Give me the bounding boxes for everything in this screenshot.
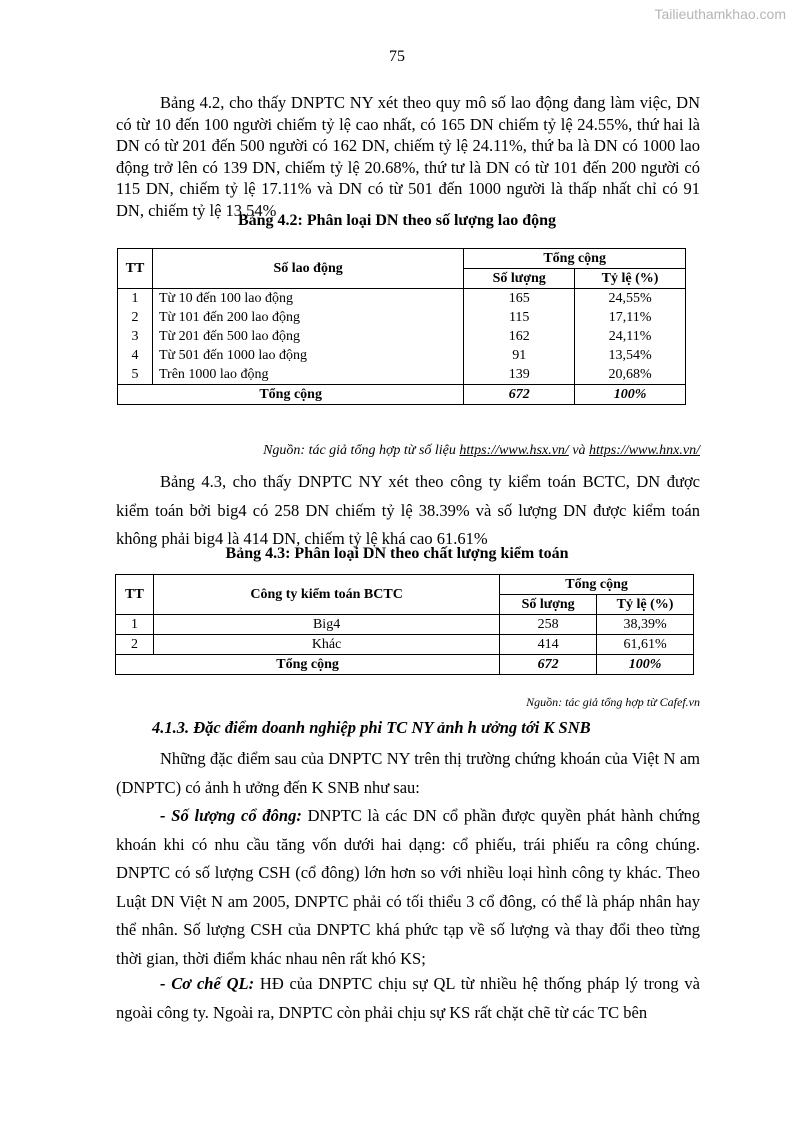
table-row bbox=[118, 365, 686, 385]
paragraph-5-body: HĐ của DNPTC chịu sự QL từ nhiều hệ thống pháp lý trong và ngoài công ty. Ngoài ra, DNPTC còn phải chịu sự KS rất chặt chẽ từ các TC bên bbox=[116, 974, 700, 1022]
total-count: 672 bbox=[464, 385, 575, 405]
table-row bbox=[118, 346, 686, 365]
table-header-ratio: Tỷ lệ (%) bbox=[597, 595, 694, 615]
cell-label: Từ 501 đến 1000 lao động bbox=[152, 346, 463, 365]
table-row bbox=[116, 635, 694, 655]
table-4-3-caption: Bảng 4.3: Phân loại DN theo chất lượng kiểm toán bbox=[225, 545, 569, 562]
table-4-3-source: Nguồn: tác giả tổng hợp từ Cafef.vn bbox=[526, 695, 700, 709]
source-link-hnx[interactable]: https://www.hnx.vn/ bbox=[589, 443, 700, 458]
source-prefix: Nguồn: tác giả tổng hợp từ số liệu bbox=[263, 443, 460, 458]
cell-ratio: 38,39% bbox=[597, 615, 694, 635]
table-total-row bbox=[116, 655, 694, 675]
table-total-row bbox=[118, 385, 686, 405]
paragraph-2: Bảng 4.3, cho thấy DNPTC NY xét theo công ty kiểm toán BCTC, DN được kiểm toán bởi big4 có 258 DN chiếm tỷ lệ 38.39% và số lượng DN được kiểm toán không phải big4 là 414 DN, chiếm tỷ lệ khá cao 61.61% bbox=[116, 472, 700, 548]
page-number: 75 bbox=[389, 48, 405, 65]
paragraph-4 bbox=[116, 802, 700, 973]
cell-count: 165 bbox=[464, 289, 575, 309]
cell-label: Khác bbox=[153, 635, 499, 655]
table-header-group: Tổng cộng bbox=[500, 575, 694, 595]
section-heading: 4.1.3. Đặc điểm doanh nghiệp phi TC NY ảnh h ưởng tới K SNB bbox=[152, 718, 591, 737]
cell-ratio: 24,11% bbox=[575, 327, 686, 346]
source-link-hsx[interactable]: https://www.hsx.vn/ bbox=[459, 443, 569, 458]
total-label: Tổng cộng bbox=[118, 385, 464, 405]
table-row bbox=[116, 615, 694, 635]
cell-label: Từ 101 đến 200 lao động bbox=[152, 308, 463, 327]
cell-label: Trên 1000 lao động bbox=[152, 365, 463, 385]
table-header-label: Số lao động bbox=[152, 249, 463, 289]
cell-count: 162 bbox=[464, 327, 575, 346]
cell-ratio: 24,55% bbox=[575, 289, 686, 309]
cell-tt: 2 bbox=[118, 308, 153, 327]
table-header-label: Công ty kiểm toán BCTC bbox=[153, 575, 499, 615]
cell-label: Từ 201 đến 500 lao động bbox=[152, 327, 463, 346]
cell-label: Big4 bbox=[153, 615, 499, 635]
table-header-count: Số lượng bbox=[464, 269, 575, 289]
cell-tt: 1 bbox=[118, 289, 153, 309]
cell-tt: 4 bbox=[118, 346, 153, 365]
table-header-tt: TT bbox=[116, 575, 154, 615]
cell-count: 414 bbox=[500, 635, 597, 655]
paragraph-4-lead: - Số lượng cổ đông: bbox=[160, 806, 302, 825]
cell-count: 91 bbox=[464, 346, 575, 365]
paragraph-5-lead: - Cơ chế QL: bbox=[160, 974, 255, 993]
paragraph-5 bbox=[116, 970, 700, 1027]
watermark: Tailieuthamkhao.com bbox=[654, 6, 786, 22]
table-4-2-source bbox=[263, 443, 700, 459]
table-header-tt: TT bbox=[118, 249, 153, 289]
cell-count: 115 bbox=[464, 308, 575, 327]
source-and: và bbox=[568, 443, 590, 458]
cell-ratio: 17,11% bbox=[575, 308, 686, 327]
total-count: 672 bbox=[500, 655, 597, 675]
cell-count: 139 bbox=[464, 365, 575, 385]
cell-ratio: 61,61% bbox=[597, 635, 694, 655]
paragraph-1: Bảng 4.2, cho thấy DNPTC NY xét theo quy mô số lao động đang làm việc, DN có từ 10 đến 100 người chiếm tỷ lệ cao nhất, có 165 DN chiếm tỷ lệ 24.55%, thứ hai là DN có từ 201 đến 500 người có 162 DN, chiếm tỷ lệ 24.11%, thứ ba là DN có 1000 lao động trở lên có 139 DN, chiếm tỷ lệ 20.68%, thứ tư là DN có từ 101 đến 200 người có 115 DN, chiếm tỷ lệ 17.11% và DN có từ 501 đến 1000 người là thấp nhất chỉ có 91 DN, chiếm tỷ lệ 13.54% bbox=[116, 93, 700, 220]
table-4-2 bbox=[117, 248, 686, 405]
table-4-2-caption: Bảng 4.2: Phân loại DN theo số lượng lao động bbox=[237, 212, 557, 229]
total-ratio: 100% bbox=[597, 655, 694, 675]
total-ratio: 100% bbox=[575, 385, 686, 405]
paragraph-4-body: DNPTC là các DN cổ phần được quyền phát hành chứng khoán khi có nhu cầu tăng vốn dưới hai dạng: cổ phiếu, trái phiếu ra công chúng. DNPTC có số lượng CSH (cổ đông) lớn hơn so với nhiều loại hình công ty khác. Theo Luật DN Việt N am 2005, DNPTC phải có tối thiểu 3 cổ đông, có thể là pháp nhân hay thể nhân. Số lượng CSH của DNPTC khá phức tạp về số lượng và thay đổi theo từng thời gian, thời điểm khác nhau nên rất khó KS; bbox=[116, 806, 701, 968]
table-row bbox=[118, 289, 686, 309]
table-row bbox=[118, 308, 686, 327]
table-header-count: Số lượng bbox=[500, 595, 597, 615]
cell-tt: 3 bbox=[118, 327, 153, 346]
cell-count: 258 bbox=[500, 615, 597, 635]
cell-tt: 2 bbox=[116, 635, 154, 655]
cell-tt: 1 bbox=[116, 615, 154, 635]
cell-label: Từ 10 đến 100 lao động bbox=[152, 289, 463, 309]
cell-ratio: 13,54% bbox=[575, 346, 686, 365]
cell-ratio: 20,68% bbox=[575, 365, 686, 385]
total-label: Tổng cộng bbox=[116, 655, 500, 675]
table-header-ratio: Tỷ lệ (%) bbox=[575, 269, 686, 289]
table-4-3 bbox=[115, 574, 694, 675]
cell-tt: 5 bbox=[118, 365, 153, 385]
paragraph-3: Những đặc điểm sau của DNPTC NY trên thị trường chứng khoán của Việt N am (DNPTC) có ảnh h ưởng đến K SNB như sau: bbox=[116, 749, 700, 797]
table-header-group: Tổng cộng bbox=[464, 249, 686, 269]
table-row bbox=[118, 327, 686, 346]
